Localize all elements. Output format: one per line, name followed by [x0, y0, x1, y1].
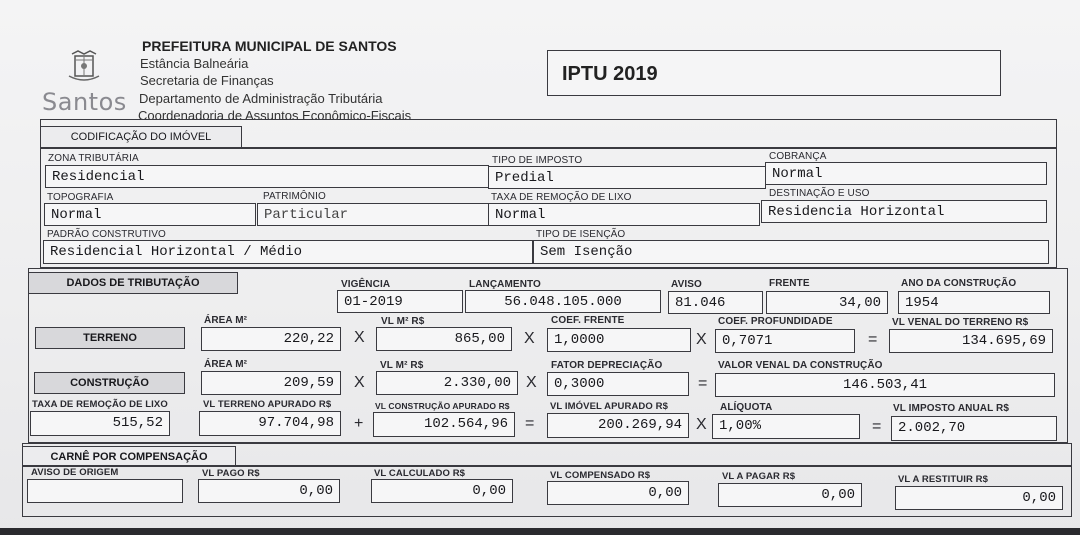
equals-operator: = [868, 331, 878, 348]
codificacao-divider [40, 147, 1057, 149]
document-title: IPTU 2019 [562, 63, 658, 85]
tipo-imposto-field: Predial [488, 166, 766, 189]
org-line-2: Secretaria de Finanças [140, 73, 274, 88]
lancamento-label: LANÇAMENTO [469, 279, 541, 290]
carne-divider [22, 465, 1072, 467]
org-name: PREFEITURA MUNICIPAL DE SANTOS [142, 38, 397, 54]
terreno-row-label: TERRENO [35, 327, 185, 349]
vl-terreno-label: VL TERRENO APURADO R$ [203, 399, 332, 410]
times-operator: X [526, 374, 537, 391]
vl-calculado-field: 0,00 [371, 479, 513, 503]
equals-operator: = [872, 418, 882, 435]
terreno-area-field: 220,22 [201, 327, 341, 351]
org-line-1: Estância Balneária [140, 56, 249, 71]
frente-field: 34,00 [766, 291, 888, 314]
coef-prof-label: COEF. PROFUNDIDADE [718, 316, 833, 327]
vl-construcao-field: 102.564,96 [373, 412, 515, 437]
vl-compensado-label: VL COMPENSADO R$ [550, 470, 651, 481]
aviso-label: AVISO [671, 279, 702, 290]
vl-apagar-field: 0,00 [718, 483, 862, 507]
destinacao-field: Residencia Horizontal [761, 200, 1047, 223]
totais-taxa-lixo-label: TAXA DE REMOÇÃO DE LIXO [32, 399, 168, 410]
aviso-origem-field [27, 479, 183, 503]
vl-pago-label: VL PAGO R$ [202, 468, 260, 479]
fator-label: FATOR DEPRECIAÇÃO [551, 360, 663, 371]
vl-imovel-field: 200.269,94 [547, 413, 689, 438]
fator-field: 0,3000 [547, 372, 689, 396]
construcao-venal-label: VALOR VENAL DA CONSTRUÇÃO [718, 360, 883, 371]
terreno-area-label: ÁREA M² [204, 315, 248, 326]
carne-header: CARNÊ POR COMPENSAÇÃO [22, 446, 236, 466]
topografia-label: TOPOGRAFIA [47, 192, 114, 203]
construcao-row-label: CONSTRUÇÃO [34, 372, 185, 394]
lancamento-field: 56.048.105.000 [465, 290, 661, 313]
cobranca-label: COBRANÇA [769, 151, 827, 162]
patrimonio-field: Particular [257, 203, 489, 226]
topografia-field: Normal [44, 203, 256, 226]
patrimonio-label: PATRIMÔNIO [263, 191, 326, 202]
vl-apagar-label: VL A PAGAR R$ [722, 471, 796, 482]
aliquota-label: ALÍQUOTA [720, 402, 773, 413]
coef-frente-field: 1,0000 [547, 328, 691, 352]
padrao-label: PADRÃO CONSTRUTIVO [47, 229, 166, 240]
terreno-venal-field: 134.695,69 [889, 329, 1053, 353]
imposto-label: VL IMPOSTO ANUAL R$ [893, 403, 1009, 414]
taxa-lixo-field: Normal [488, 203, 760, 226]
terreno-vlm2-field: 865,00 [376, 327, 512, 351]
times-operator: X [524, 330, 535, 347]
construcao-vlm2-field: 2.330,00 [376, 371, 518, 395]
aviso-field: 81.046 [668, 291, 763, 314]
santos-coat-of-arms-icon [66, 50, 102, 84]
totais-taxa-lixo-field: 515,52 [30, 411, 170, 436]
codificacao-header: CODIFICAÇÃO DO IMÓVEL [40, 126, 242, 148]
aviso-origem-label: AVISO DE ORIGEM [31, 467, 119, 478]
ano-field: 1954 [898, 291, 1050, 314]
padrao-field: Residencial Horizontal / Médio [43, 240, 533, 264]
bottom-edge [0, 528, 1080, 535]
coef-frente-label: COEF. FRENTE [551, 315, 625, 326]
santos-logo-text: Santos [42, 88, 127, 116]
aliquota-field: 1,00% [712, 414, 860, 439]
terreno-venal-label: VL VENAL DO TERRENO R$ [892, 317, 1029, 328]
plus-operator: + [354, 415, 364, 432]
construcao-area-label: ÁREA M² [204, 359, 248, 370]
times-operator: X [354, 329, 365, 346]
frente-label: FRENTE [769, 278, 810, 289]
construcao-area-field: 209,59 [201, 371, 341, 395]
construcao-vlm2-label: VL M² R$ [380, 360, 424, 371]
times-operator: X [696, 416, 707, 433]
vl-pago-field: 0,00 [198, 479, 340, 503]
times-operator: X [354, 374, 365, 391]
org-line-4: Coordenadoria de Assuntos Econômico-Fiscais [138, 108, 412, 123]
vl-calculado-label: VL CALCULADO R$ [374, 468, 466, 479]
isencao-label: TIPO DE ISENÇÃO [536, 229, 626, 240]
document-title-box [547, 50, 1001, 96]
tributacao-header: DADOS DE TRIBUTAÇÃO [28, 272, 238, 294]
vl-restituir-field: 0,00 [895, 486, 1063, 510]
terreno-vlm2-label: VL M² R$ [381, 316, 425, 327]
equals-operator: = [698, 375, 708, 392]
cobranca-field: Normal [765, 162, 1047, 185]
vl-terreno-field: 97.704,98 [199, 411, 341, 436]
times-operator: X [696, 331, 707, 348]
org-line-3: Departamento de Administração Tributária [139, 91, 383, 106]
vl-compensado-field: 0,00 [547, 481, 689, 505]
zona-label: ZONA TRIBUTÁRIA [48, 153, 139, 164]
isencao-field: Sem Isenção [533, 240, 1049, 264]
tipo-imposto-label: TIPO DE IMPOSTO [492, 155, 583, 166]
ano-label: ANO DA CONSTRUÇÃO [901, 278, 1017, 289]
vl-imovel-label: VL IMÓVEL APURADO R$ [550, 401, 668, 412]
vl-construcao-label: VL CONSTRUÇÃO APURADO R$ [375, 401, 510, 411]
vigencia-label: VIGÊNCIA [341, 279, 391, 290]
taxa-lixo-label: TAXA DE REMOÇÃO DE LIXO [491, 192, 632, 203]
equals-operator: = [525, 415, 535, 432]
coef-prof-field: 0,7071 [715, 329, 855, 353]
vl-restituir-label: VL A RESTITUIR R$ [898, 474, 989, 485]
construcao-venal-field: 146.503,41 [715, 373, 1055, 397]
imposto-field: 2.002,70 [891, 416, 1057, 441]
destinacao-label: DESTINAÇÃO E USO [769, 188, 870, 199]
vigencia-field: 01-2019 [337, 290, 463, 313]
zona-field: Residencial [45, 165, 489, 188]
